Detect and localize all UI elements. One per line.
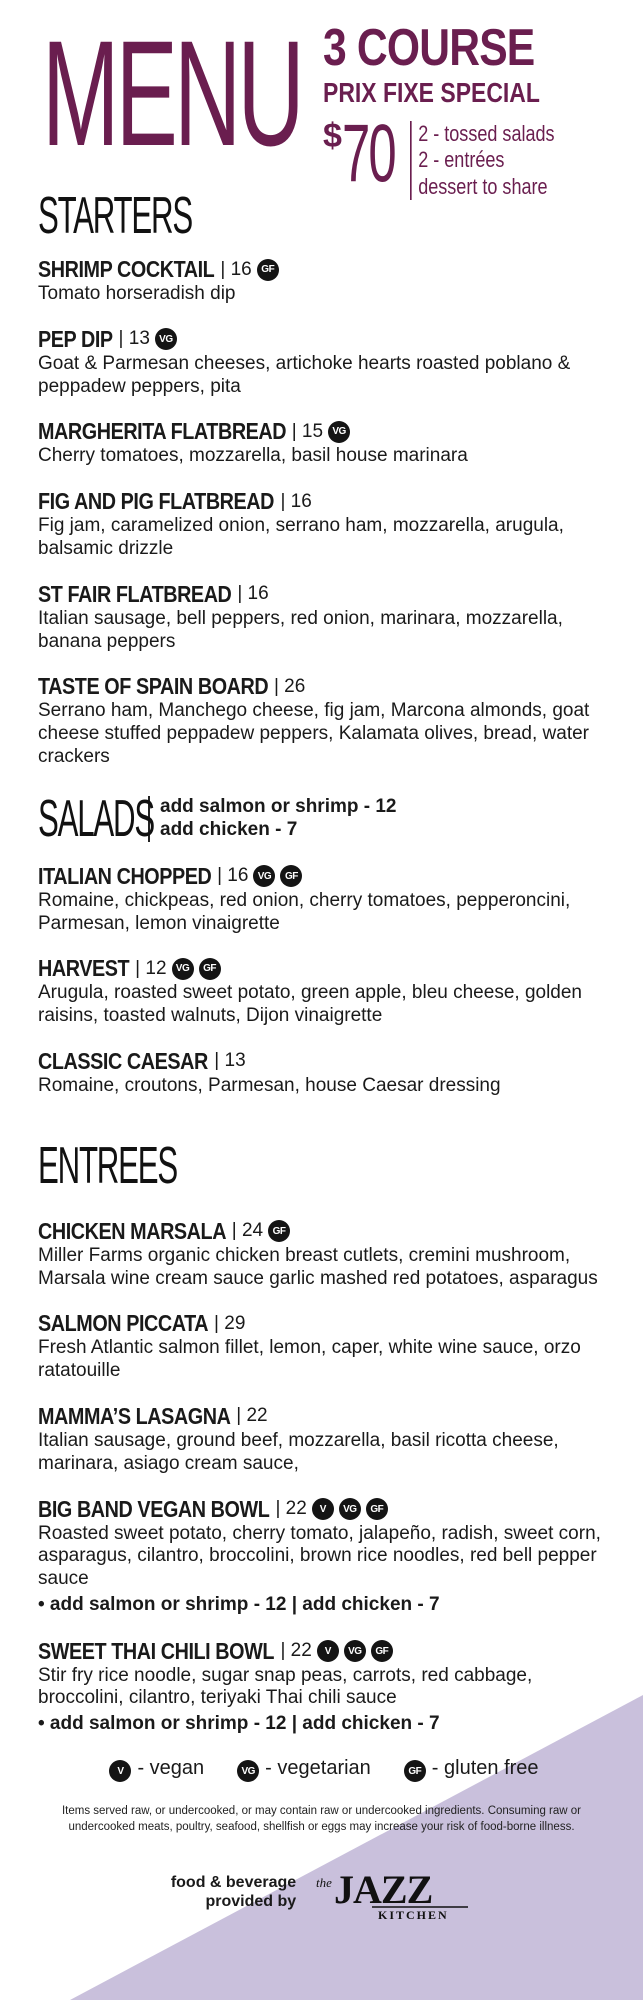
logo-jazz: JAZZ [334,1867,433,1913]
entrees-heading: ENTREES [38,1136,177,1195]
menu-item-description: Goat & Parmesan cheeses, artichoke hearts roasted poblano & peppadew peppers, pita [38,352,571,397]
salads-header-row [38,789,605,848]
entrees-list [38,1218,605,1737]
logo-the: the [316,1875,333,1891]
menu-item-header [38,955,605,982]
salads-heading: SALADS [38,789,154,848]
vegan-badge-icon: V [317,1640,339,1662]
menu-item-name: ST FAIR FLATBREAD [38,580,232,607]
menu-item [38,1403,605,1476]
menu-title: MENU [42,9,301,177]
menu-item-addon: • add salmon or shrimp - 12 | add chicken - 7 [38,1713,440,1735]
vegetarian-badge-icon: VG [339,1498,361,1520]
menu-item-addon: • add salmon or shrimp - 12 | add chicken - 7 [38,1593,440,1615]
menu-item-price: | 15 [291,420,324,442]
legend-vegan [104,1757,204,1783]
menu-item-header [38,673,605,700]
menu-item [38,256,605,306]
salads-note-line1: add salmon or shrimp - 12 [160,795,397,817]
salads-note-line2: add chicken - 7 [160,818,298,840]
menu-item-price: | 22 [275,1498,307,1520]
prix-include-3: dessert to share [418,173,548,199]
vegetarian-badge-icon: VG [172,958,194,980]
menu-item-price: | 24 [231,1220,264,1242]
vegetarian-badge-icon: VG [344,1640,366,1662]
menu-item-description: Serrano ham, Manchego cheese, fig jam, Marcona almonds, goat cheese stuffed peppadew peppers, Kalamata olives, bread, water crackers [38,700,590,767]
menu-item-name: MARGHERITA FLATBREAD [38,418,287,445]
legend-vegetarian-label: - vegetarian [265,1756,371,1779]
food-safety-disclaimer: Items served raw, or undercooked, or may contain raw or undercooked ingredients. Consuming raw or undercooked meats, poultry, seafood, shellfish or eggs may increase your risk of food-borne illness. [61,1805,582,1833]
footer [38,1861,605,1923]
menu-item-description: Roasted sweet potato, cherry tomato, jalapeño, radish, sweet corn, asparagus, cilantro, broccolini, brown rice noodles, red bell pepper sauce [38,1522,601,1590]
menu-item [38,863,605,936]
menu-item [38,1496,605,1618]
menu-item-header [38,1403,605,1430]
menu-item-description: Fresh Atlantic salmon fillet, lemon, caper, white wine sauce, orzo ratatouille [38,1337,581,1382]
menu-item-name: FIG AND PIG FLATBREAD [38,488,275,515]
prix-include-2: 2 - entrées [418,147,505,173]
menu-item-price: | 22 [280,1640,312,1662]
legend-gluten-free [399,1757,539,1783]
menu-item-header [38,581,605,608]
menu-item-name: CHICKEN MARSALA [38,1217,227,1244]
menu-item-header [38,1638,605,1665]
menu-item-description: Fig jam, caramelized onion, serrano ham, mozzarella, arugula, balsamic drizzle [38,515,564,559]
menu-item-price: | 16 [220,258,252,280]
menu-item-header [38,1310,605,1337]
gluten-free-badge-icon: GF [257,259,279,281]
menu-item-name: SWEET THAI CHILI BOWL [38,1637,275,1664]
salads-addon-note [148,796,397,842]
menu-item-name: SHRIMP COCKTAIL [38,256,215,282]
menu-item-description: Italian sausage, ground beef, mozzarella, basil ricotta cheese, marinara, asiago cream sauce, [38,1429,559,1474]
menu-item-name: PEP DIP [38,325,113,352]
menu-item-price: | 13 [214,1050,246,1072]
menu-item-price: | 12 [135,957,167,979]
menu-item-header [38,418,605,445]
menu-item-header [38,1048,605,1075]
menu-item-price: | 16 [280,490,312,512]
prix-includes [410,121,555,200]
menu-item-name: HARVEST [38,955,130,982]
menu-item-description: Arugula, roasted sweet potato, green apple, bleu cheese, golden raisins, toasted walnuts, Dijon vinaigrette [38,982,582,1027]
menu-item-price: | 22 [236,1405,268,1427]
menu-item-description: Tomato horseradish dip [38,283,236,304]
vegan-badge-icon: V [109,1760,131,1782]
menu-item-name: ITALIAN CHOPPED [38,862,212,889]
legend-vegetarian [232,1757,371,1783]
prix-include-1: 2 - tossed salads [418,120,555,146]
menu-item-price: | 26 [273,675,306,697]
menu-item [38,673,605,768]
vegetarian-badge-icon: VG [253,865,275,887]
menu-item-header [38,488,605,515]
menu-item [38,1310,605,1383]
menu-item-name: TASTE OF SPAIN BOARD [38,673,269,700]
menu-item [38,488,605,561]
menu-item-price: | 29 [214,1312,246,1334]
prix-line1: 3 COURSE [323,19,535,77]
menu-item-name: MAMMA’S LASAGNA [38,1402,231,1429]
gluten-free-badge-icon: GF [280,865,302,887]
salads-list [38,863,605,1098]
legend-gluten-free-label: - gluten free [431,1756,539,1779]
menu-item-name: SALMON PICCATA [38,1310,209,1337]
menu-item-header [38,1218,605,1245]
gluten-free-badge-icon: GF [404,1760,426,1782]
provided-by-text [171,1873,296,1911]
menu-item-description: Stir fry rice noodle, sugar snap peas, carrots, red cabbage, broccolini, cilantro, teriyaki Thai chili sauce [38,1664,533,1709]
prix-fixe-box [323,19,573,200]
menu-item [38,581,605,654]
menu-item-price: | 13 [118,328,150,350]
gluten-free-badge-icon: GF [268,1220,290,1242]
menu-item-header [38,326,605,353]
menu-item-price: | 16 [217,865,249,887]
vegetarian-badge-icon: VG [237,1760,259,1782]
gluten-free-badge-icon: GF [366,1498,388,1520]
vegetarian-badge-icon: VG [155,328,177,350]
vegetarian-badge-icon: VG [328,421,350,443]
diet-legend [38,1757,605,1783]
menu-item-description: Italian sausage, bell peppers, red onion, marinara, mozzarella, banana peppers [38,607,563,652]
menu-item [38,955,605,1028]
starters-heading: STARTERS [38,187,192,245]
menu-item-description: Cherry tomatoes, mozzarella, basil house marinara [38,445,468,467]
prix-price-row [323,107,573,200]
gluten-free-badge-icon: GF [199,958,221,980]
menu-item [38,1638,605,1737]
menu-item-description: Romaine, croutons, Parmesan, house Caesar dressing [38,1074,501,1096]
menu-item-header [38,1496,605,1523]
menu-item-header [38,256,605,283]
menu-item-name: BIG BAND VEGAN BOWL [38,1495,270,1522]
vegan-badge-icon: V [312,1498,334,1520]
provided-line1: food & beverage [170,1874,297,1892]
logo-kitchen: KITCHEN [378,1908,449,1923]
menu-item [38,1218,605,1291]
prix-price: 70 [341,107,395,199]
menu-item [38,418,605,468]
legend-vegan-label: - vegan [137,1756,205,1779]
menu-item-description: Romaine, chickpeas, red onion, cherry tomatoes, pepperoncini, Parmesan, lemon vinaigrette [38,889,571,934]
jazz-kitchen-logo [312,1861,472,1923]
menu-item-header [38,863,605,890]
menu-item-name: CLASSIC CAESAR [38,1047,208,1074]
menu-item-description: Miller Farms organic chicken breast cutlets, cremini mushroom, Marsala wine cream sauce garlic mashed red potatoes, asparagus [38,1244,598,1289]
provided-line2: provided by [205,1893,297,1911]
menu-item [38,1048,605,1098]
menu-item-price: | 16 [237,583,269,605]
gluten-free-badge-icon: GF [371,1640,393,1662]
prix-line2: PRIX FIXE SPECIAL [323,77,540,108]
menu-item [38,326,605,399]
prix-dollar: $ [323,116,342,155]
starters-list [38,256,605,769]
